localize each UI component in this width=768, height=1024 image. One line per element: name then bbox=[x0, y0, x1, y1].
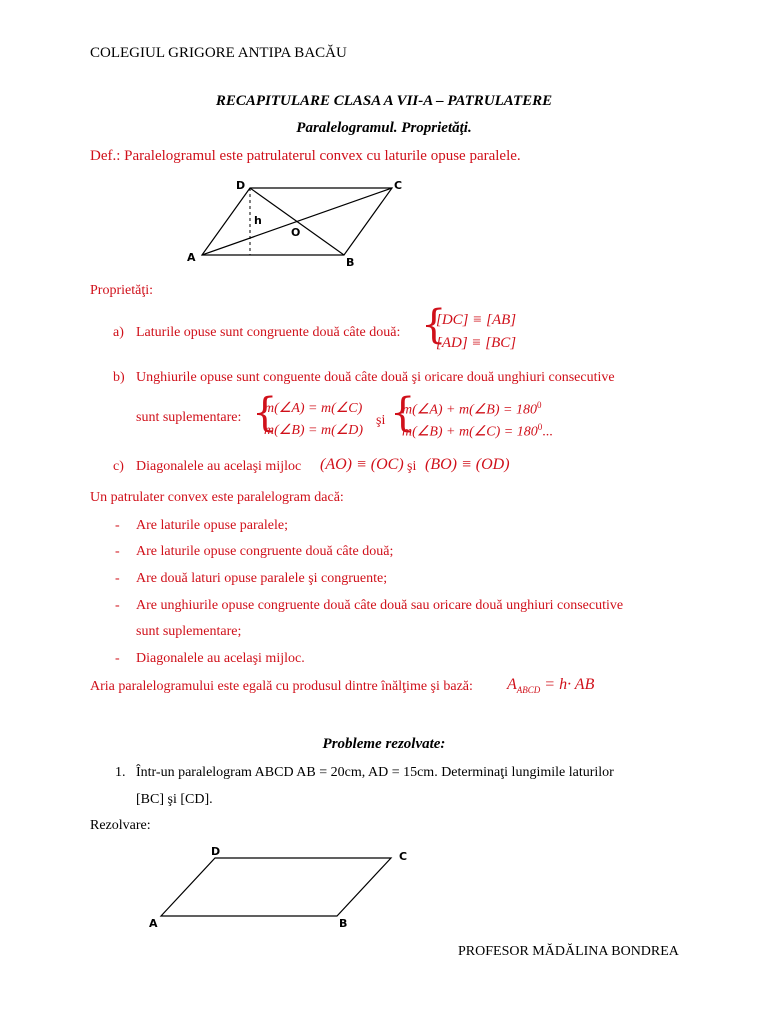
criteria-dash-5: - bbox=[115, 651, 120, 666]
prop-b-text2: sunt suplementare: bbox=[136, 410, 242, 425]
criteria-item-4-continued: sunt suplementare; bbox=[136, 624, 242, 639]
page-title: RECAPITULARE CLASA A VII-A – PATRULATERE bbox=[215, 93, 553, 109]
vertex-label-d: D bbox=[236, 179, 246, 192]
prop-c-text: Diagonalele au acelaşi mijloc bbox=[136, 459, 302, 474]
definition: Def.: Paralelogramul este patrulaterul convex cu laturile opuse paralele. bbox=[90, 148, 521, 164]
vertex-label-b: B bbox=[346, 256, 355, 269]
fig2-vertex-label-c: C bbox=[399, 850, 408, 863]
prop-a-brace: { bbox=[421, 302, 447, 348]
criteria-title: Un patrulater convex este paralelogram dacă: bbox=[90, 490, 344, 505]
prop-b-eq4: m(∠B) + m(∠C) = $180^0$... bbox=[402, 422, 553, 440]
prop-b-eq1: m(∠A) = m(∠C) bbox=[264, 401, 363, 416]
vertex-label-c: C bbox=[394, 179, 403, 192]
school-header: COLEGIUL GRIGORE ANTIPA BACĂU bbox=[90, 45, 347, 61]
prop-c-marker: c) bbox=[113, 459, 124, 474]
prop-a-eq1: [DC] ≡ [AB] bbox=[436, 312, 517, 328]
fig2-vertex-label-d: D bbox=[211, 845, 221, 858]
prop-c-conj: şi bbox=[407, 459, 417, 474]
criteria-dash-3: - bbox=[115, 571, 120, 586]
fig2-vertex-label-a: A bbox=[149, 917, 158, 930]
parallelogram-figure-2 bbox=[145, 840, 425, 935]
solved-problems-title: Probleme rezolvate: bbox=[322, 736, 446, 752]
criteria-item-4: Are unghiurile opuse congruente două câte două sau oricare două unghiuri consecutive bbox=[136, 598, 624, 613]
parallelogram-figure-1 bbox=[180, 175, 420, 275]
solution-label: Rezolvare: bbox=[90, 818, 151, 833]
prop-c-eq1: (AO) ≡ (OC) bbox=[320, 456, 404, 473]
problem-1-line-1: Într-un paralelogram ABCD AB = 20cm, AD = 15cm. Determinaţi lungimile laturilor bbox=[136, 765, 614, 780]
prop-b-text: Unghiurile opuse sunt conguente două câte două şi oricare două unghiuri consecutive bbox=[136, 370, 615, 385]
criteria-item-5: Diagonalele au acelaşi mijloc. bbox=[136, 651, 305, 666]
center-label-o: O bbox=[291, 226, 301, 239]
author-footer: PROFESOR MĂDĂLINA BONDREA bbox=[458, 944, 679, 959]
criteria-dash-1: - bbox=[115, 518, 120, 533]
area-text: Aria paralelogramului este egală cu produsul dintre înălţime şi bază: bbox=[90, 679, 473, 694]
criteria-dash-2: - bbox=[115, 544, 120, 559]
problem-1-line-2: [BC] şi [CD]. bbox=[136, 792, 213, 807]
prop-b-marker: b) bbox=[113, 370, 125, 385]
criteria-dash-4: - bbox=[115, 598, 120, 613]
prop-a-marker: a) bbox=[113, 325, 124, 340]
criteria-item-1: Are laturile opuse paralele; bbox=[136, 518, 288, 533]
prop-b-eq2: m(∠B) = m(∠D) bbox=[264, 423, 364, 438]
criteria-item-2: Are laturile opuse congruente două câte două; bbox=[136, 544, 394, 559]
fig2-vertex-label-b: B bbox=[339, 917, 348, 930]
prop-a-text: Laturile opuse sunt congruente două câte două: bbox=[136, 325, 401, 340]
vertex-label-a: A bbox=[187, 251, 196, 264]
properties-title: Proprietăţi: bbox=[90, 283, 153, 298]
height-label-h: h bbox=[254, 214, 262, 227]
problem-1-number: 1. bbox=[115, 765, 126, 780]
prop-c-eq2: (BO) ≡ (OD) bbox=[425, 456, 510, 473]
prop-b-conj: şi bbox=[376, 413, 386, 428]
prop-a-eq2: [AD] ≡ [BC] bbox=[436, 335, 517, 351]
prop-b-brace-2: { bbox=[390, 390, 416, 436]
page-subtitle: Paralelogramul. Proprietăţi. bbox=[296, 120, 472, 136]
area-formula: $A_{ABCD} = h\cdot$ AB bbox=[507, 676, 595, 696]
criteria-item-3: Are două laturi opuse paralele şi congruente; bbox=[136, 571, 388, 586]
prop-b-eq3: m(∠A) + m(∠B) = $180^0$ bbox=[402, 400, 542, 418]
prop-b-brace-1: { bbox=[252, 390, 278, 436]
